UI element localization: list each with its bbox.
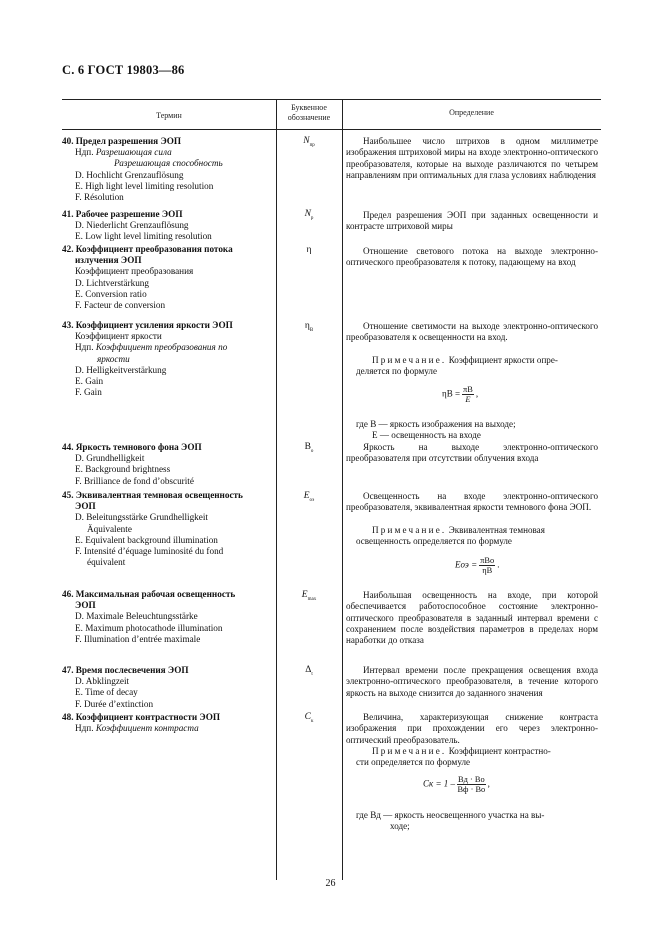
ndp-line: Ндп. Разрешающая сила (75, 147, 172, 158)
term-en: E. High light level limiting resolution (75, 180, 214, 191)
term-en: E. Maximum photocathode illumination (75, 622, 223, 633)
term-de: D. Abklingzeit (75, 676, 130, 687)
term-title: 44. Яркость темнового фона ЭОП (62, 442, 202, 452)
term-en: E. Equivalent background illumination (75, 534, 218, 545)
term-fr-2: équivalent (87, 557, 126, 568)
ndp-line: Ндп. Коэффициент контраста (75, 723, 199, 734)
page-number: 26 (325, 878, 336, 889)
entry-42-symbol: η (306, 245, 312, 255)
term-de: D. Helligkeitverstärkung (75, 364, 167, 375)
entry-48-term (62, 712, 272, 734)
term-en: E. Time of decay (75, 687, 138, 698)
entry-45-note: Примечание. Эквивалентная темновая освещенность определяется по формуле (356, 525, 545, 547)
term-de: D. Grundhelligkeit (75, 453, 145, 464)
ndp-line-2: яркости (97, 353, 130, 364)
entry-44-symbol: $В_о$ (304, 442, 314, 454)
term-fr: F. Brilliance de fond d’obscurité (75, 475, 194, 486)
term-en: E. Conversion ratio (75, 288, 147, 299)
entry-48-symbol: $C_к$ (304, 712, 314, 724)
entry-41-symbol: $N_р$ (304, 209, 314, 221)
page-header: С. 6 ГОСТ 19803—86 (62, 63, 185, 77)
ndp-line: Ндп. Коэффициент преобразования по (75, 342, 228, 353)
entry-48-where: где Bд — яркость неосвещенного участка на вы- ходе; (356, 810, 545, 832)
column-divider-1 (276, 99, 277, 880)
term-title: 46. Максимальная рабочая освещенность (62, 589, 236, 599)
entry-48-definition: Величина, характеризующая снижение контраста изображения при прохождении его через электронно-оптический преобразователь. (346, 712, 598, 745)
table-top-rule (62, 99, 601, 100)
term-fr: F. Illumination d’entrée maximale (75, 633, 201, 644)
term-de: D. Maximale Beleuchtungsstärke (75, 611, 198, 622)
term-title: 41. Рабочее разрешение ЭОП (62, 209, 183, 219)
entry-40-term (62, 136, 272, 203)
entry-47-symbol: $\Delta_t$ (305, 665, 313, 677)
term-de: D. Beleitungsstärke Grundhelligkeit (75, 512, 208, 523)
entry-46-definition: Наибольшая освещенность на входе, при которой обеспечивается работоспособное состояние электронно-оптического преобразователя в заданный интервал времени с сохранением после воздействия параметров в пределах норм наработки до отказа (346, 590, 598, 646)
column-header-symbol (276, 103, 342, 123)
entry-40-definition: Наибольшее число штрихов в одном миллиметре изображения штриховой миры на входе электронно-оптического преобразователя, которые на выходе различаются по четырем направлениям при оптимальных для глаза условиях наблюдения (346, 136, 598, 181)
term-de: D. Niederlicht Grenzauflösung (75, 220, 189, 231)
ndp-line-2: Разрешающая способность (114, 158, 223, 169)
term-title-2: излучения ЭОП (75, 255, 142, 266)
entry-43-definition: Отношение светимости на выходе электронно-оптического преобразователя к освещенности на вход. (346, 321, 598, 343)
term-synonym: Коэффициент преобразования (75, 266, 194, 277)
column-header-symbol-line2: обозначение (287, 113, 331, 122)
column-divider-2 (342, 99, 343, 880)
term-title: 48. Коэффициент контрастности ЭОП (62, 712, 221, 722)
entry-42-term (62, 244, 272, 311)
term-fr: F. Gain (75, 387, 102, 398)
entry-43-note: Примечание. Коэффициент яркости опре- деляется по формуле (356, 355, 558, 377)
column-header-definition: Определение (449, 108, 494, 117)
table-header-rule (62, 129, 601, 130)
entry-40-symbol: $N_{пр}$ (303, 136, 315, 148)
entry-45-symbol: $E_{оэ}$ (303, 491, 315, 503)
column-header-symbol-line1: Буквенное (291, 103, 327, 112)
term-title: 47. Время послесвечения ЭОП (62, 665, 189, 675)
term-title-2: ЭОП (75, 501, 96, 512)
entry-48-note: Примечание. Коэффициент контрастно- сти определяется по формуле (356, 746, 551, 768)
entry-48-formula: Cк = 1 – $\frac{Bд \cdot Bо}{Bф \cdot Bо}$ , (423, 775, 490, 794)
entry-47-term (62, 665, 272, 710)
entry-46-term (62, 589, 272, 645)
term-en: E. Gain (75, 376, 104, 387)
entry-43-term (62, 320, 272, 398)
term-title: 43. Коэффициент усиления яркости ЭОП (62, 320, 233, 330)
term-title-2: ЭОП (75, 600, 96, 611)
entry-43-symbol: $\eta_В$ (304, 321, 314, 333)
entry-41-term (62, 209, 272, 243)
entry-41-definition: Предел разрешения ЭОП при заданных освещенности и контрасте штриховой миры (346, 210, 598, 232)
entry-45-formula: Eоэ = $\frac{\text{πBо}}{\eta B}$ . (455, 556, 500, 575)
term-de: D. Lichtverstärkung (75, 277, 149, 288)
entry-43-formula: ηВ = $\frac{\pi B}{E}$ , (442, 385, 479, 404)
term-title: 45. Эквивалентная темновая освещенность (62, 490, 243, 500)
term-en: E. Background brightness (75, 464, 171, 475)
term-fr: F. Résolution (75, 192, 124, 203)
term-synonym: Коэффициент яркости (75, 331, 162, 342)
entry-45-definition: Освещенность на входе электронно-оптического преобразователя, эквивалентная яркости темнового фона ЭОП. (346, 491, 598, 513)
term-fr: F. Facteur de conversion (75, 300, 166, 311)
entry-43-where: где B — яркость изображения на выходе; E — освещенность на входе (356, 419, 516, 441)
column-header-term: Термин (156, 111, 182, 120)
entry-47-definition: Интервал времени после прекращения освещения входа электронно-оптического преобразователя, в течение которого яркость на выходе снизится до заданного значения (346, 665, 598, 698)
entry-46-symbol: $E_{max}$ (301, 590, 317, 602)
entry-44-definition: Яркость на выходе электронно-оптического преобразователя при отсутствии облучения входа (346, 442, 598, 464)
term-en: E. Low light level limiting resolution (75, 231, 212, 242)
entry-42-definition: Отношение светового потока на выходе электронно-оптического преобразователя к потоку, падающему на вход (346, 246, 598, 268)
entry-44-term (62, 442, 272, 487)
term-de-2: Äquivalente (87, 523, 132, 534)
term-title: 40. Предел разрешения ЭОП (62, 136, 182, 146)
term-fr: F. Durée d’extinction (75, 698, 154, 709)
term-de: D. Hochlicht Grenzauflösung (75, 169, 184, 180)
term-title: 42. Коэффициент преобразования потока (62, 244, 233, 254)
term-fr: F. Intensité d’équage luminosité du fond (75, 546, 224, 557)
entry-45-term (62, 490, 272, 568)
